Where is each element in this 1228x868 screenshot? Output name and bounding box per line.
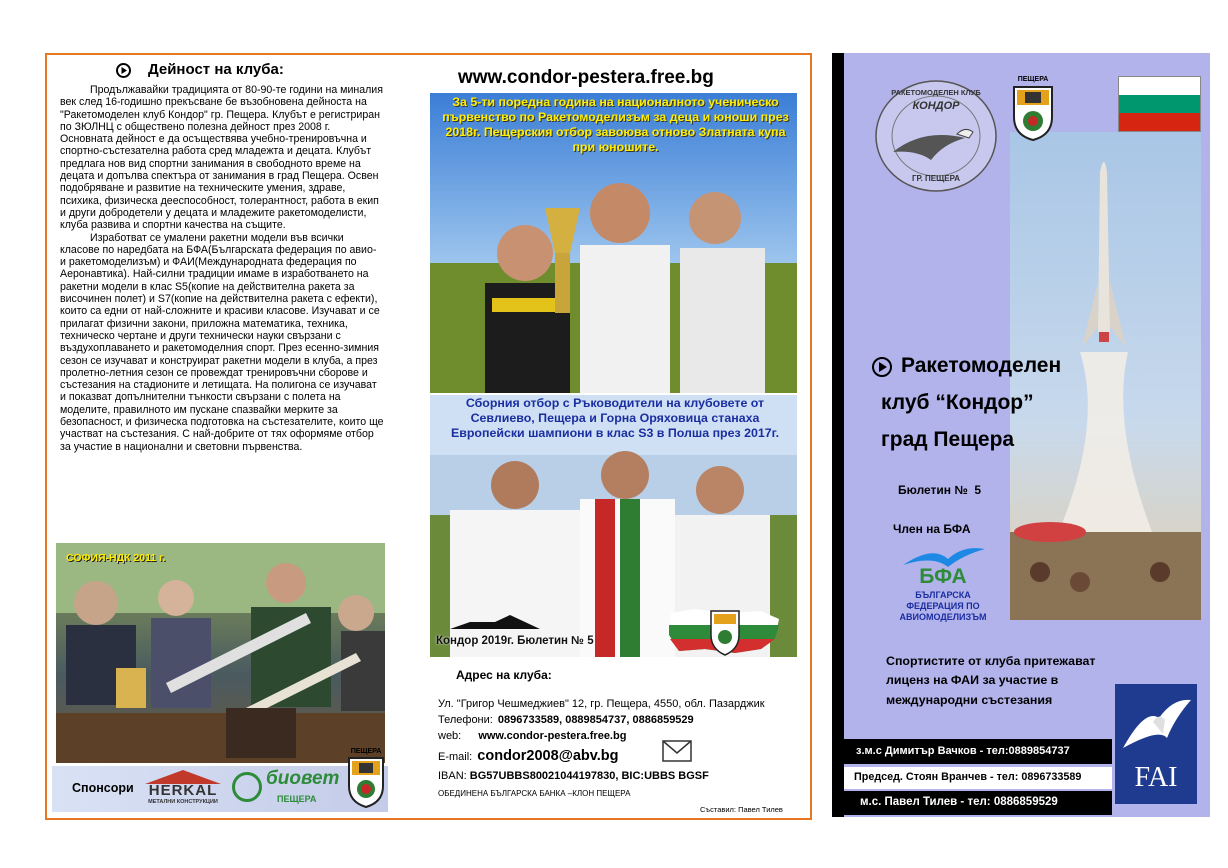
fai-acronym: FAI bbox=[1134, 762, 1178, 793]
contact-bar-2 bbox=[844, 767, 1112, 789]
cover-license-text: Спортистите от клуба притежават лиценз на ФАИ за участие в международни състезания bbox=[886, 654, 1096, 707]
address-email bbox=[438, 748, 618, 764]
fai-logo bbox=[1115, 684, 1197, 804]
biovet-name: биовет bbox=[266, 768, 340, 789]
arrow-graphic-icon bbox=[450, 615, 540, 629]
biovet-mark-icon bbox=[232, 772, 262, 802]
cover-member-label: Член на БФА bbox=[893, 522, 971, 536]
herkal-logo bbox=[145, 770, 221, 808]
web-label: web: bbox=[438, 730, 462, 742]
herkal-subtitle: МЕТАЛНИ КОНСТРУКЦИИ bbox=[148, 799, 218, 805]
activity-heading bbox=[116, 62, 416, 82]
address-phones bbox=[438, 714, 694, 726]
european-champions-photo bbox=[430, 395, 797, 657]
contact-bar-1 bbox=[844, 739, 1112, 764]
address-web bbox=[438, 730, 626, 742]
sponsors-bar bbox=[52, 766, 388, 812]
activity-paragraph-2: Изработват се умалени ракетни модели във всички класове по наредбата на БФА(Българската федерация по авио- и ракетомоделизъм) и ФАИ(Международната федерация по Аеронавтика). Най-силни традиции имаме в изработването на ракетни модели в клас S5(копие на действителна ракета за височинен полет) и S7(копие на действителна ракета с ефекти), които са едни от най-сложните и красиви класове. Изучават и се прилагат физични закони, приложна математика, техника, техническо чертане и други технически науки свързани с въздухоплаването и ракетомоделния спорт. През есенно-зимния сезон се изучават и конструират ракетни модели в клуба, а през пролетно-летния сезон се провеждат тренировъчни сборове и състезания на стадионите и летищата. На полигона се изучават и показват допълнителни тънкости свързани с полета на моделите, правилното им пускане спазвайки мерките за безопасност, и физическа подготовка на състезателите, които ще участват на състезания. С най-добрите от тях оформяме отбор за участие в национални и световни първенства. bbox=[60, 231, 384, 453]
emblem-city: ГР. ПЕЩЕРА bbox=[911, 174, 961, 183]
website-heading[interactable]: www.condor-pestera.free.bg bbox=[458, 67, 714, 88]
bfa-full-name: БЪЛГАРСКА ФЕДЕРАЦИЯ ПО АВИОМОДЕЛИЗЪМ bbox=[899, 590, 987, 622]
iban-value: BG57UBBS80021044197830, BIC:UBBS BGSF bbox=[469, 770, 709, 782]
condor-club-emblem bbox=[873, 78, 999, 194]
cover-title-line-3: град Пещера bbox=[881, 428, 1015, 451]
cover-title-line-2: клуб “Кондор” bbox=[881, 391, 1034, 414]
activity-paragraph-1: Продължавайки традицията от 80-90-те години на миналия век след 16-годишно прекъсване бе възобновена дейноста на "Ракетомоделен клуб Кондор" гр. Пещера. Клубът е регистриран по ЗЮЛНЦ с обществено полезна дейност през 2008 г. Основната дейност е да осъществява учебно-тренировъчна и спортно-състезателна работа сред младежта и децата. Клубът предлага нов вид спортни занимания в свободното време на децата и допълва спектъра от занимания в град Пещера. Освен подобряване и развитие на техническите умения, здраве, психика, физическа дееспособност, толерантност, работа в екип и други добродетели у децата и младежите ракетомоделисти, клуба развива и спортни качества на същите. bbox=[60, 84, 383, 232]
crest-label-top: ПЕЩЕРА bbox=[1017, 76, 1049, 83]
cover-title-line-1: Ракетомоделен bbox=[901, 354, 1062, 377]
phones-label: Телефони: bbox=[438, 714, 493, 726]
web-link[interactable]: www.condor-pestera.free.bg bbox=[478, 730, 627, 742]
activity-body bbox=[60, 84, 385, 542]
crest-label-bottom: ПЕЩЕРА bbox=[350, 748, 382, 755]
pestera-crest-bottom bbox=[346, 748, 386, 808]
envelope-icon bbox=[662, 740, 692, 762]
european-champions-caption: Сборния отбор с Ръководители на клубовете от Севлиево, Пещера и Горна Оряховица станаха Европейски шампиони в клас S3 в Полша през 2017г. bbox=[450, 396, 780, 440]
bfa-logo bbox=[893, 543, 993, 643]
address-iban bbox=[438, 770, 709, 782]
bfa-acronym: БФА bbox=[919, 565, 967, 588]
youth-team-caption: За 5-ти поредна година на националното ученическо първенство по Ракетомоделизъм за деца и юноши през 2018г. Пещерския отбор завоюва отново Златната купа при юношите. bbox=[442, 95, 789, 154]
sponsors-label: Спонсори bbox=[72, 781, 134, 795]
contact-1-text: з.м.с Димитър Вачков - тел:0889854737 bbox=[856, 745, 1070, 757]
cover-bulletin-number: Бюлетин № 5 bbox=[898, 483, 982, 497]
contact-3-text: м.с. Павел Тилев - тел: 0886859529 bbox=[860, 796, 1058, 808]
play-bullet-icon bbox=[116, 63, 131, 78]
activity-title: Дейност на клуба: bbox=[148, 61, 284, 78]
bank-name: ОБЕДИНЕНА БЪЛГАРСКА БАНКА –КЛОН ПЕЩЕРА bbox=[438, 789, 631, 798]
pestera-crest-top bbox=[1011, 76, 1055, 142]
contact-bar-3 bbox=[844, 791, 1112, 815]
contact-2-text: Председ. Стоян Вранчев - тел: 0896733589 bbox=[854, 771, 1082, 783]
biovet-subtitle: ПЕЩЕРА bbox=[277, 794, 317, 804]
bulletin-line: Кондор 2019г. Бюлетин № 5 bbox=[436, 635, 594, 647]
address-street: Ул. "Григор Чешмеджиев" 12, гр. Пещера, 4550, обл. Пазарджик bbox=[438, 698, 765, 710]
compiler-credit: Съставил: Павел Тилев bbox=[700, 805, 783, 814]
iban-label: IBAN: bbox=[438, 770, 467, 782]
emblem-name: КОНДОР bbox=[912, 100, 960, 112]
emblem-top-text: РАКЕТОМОДЕЛЕН КЛУБ bbox=[891, 88, 981, 97]
bulgaria-map-icon bbox=[665, 605, 785, 657]
email-link[interactable]: condor2008@abv.bg bbox=[477, 748, 619, 764]
biovet-logo bbox=[232, 768, 342, 810]
youth-team-photo bbox=[430, 93, 797, 393]
sofia-photo-label: СОФИЯ-НДК 2011 г. bbox=[66, 552, 166, 564]
sofia-ndk-photo bbox=[56, 543, 385, 763]
title-play-icon bbox=[872, 357, 892, 377]
bulgarian-flag bbox=[1118, 76, 1201, 132]
address-heading: Адрес на клуба: bbox=[456, 668, 552, 682]
email-label: E-mail: bbox=[438, 751, 473, 763]
phones-value[interactable]: 0896733589, 0889854737, 0886859529 bbox=[497, 714, 694, 726]
herkal-name: HERKAL bbox=[148, 782, 218, 799]
